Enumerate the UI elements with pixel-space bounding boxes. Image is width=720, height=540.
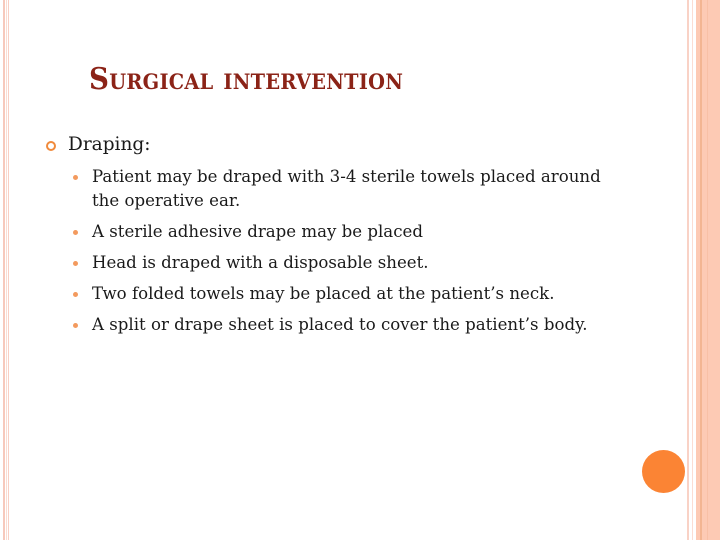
sub-bullet-text: Two folded towels may be placed at the patient’s neck. [92,284,555,303]
left-border-stripe [3,0,5,540]
sub-bullet-item [72,282,612,306]
decorative-orange-circle-icon [642,450,685,493]
bullet-level1 [46,134,150,155]
sub-bullet-item [72,313,612,337]
hollow-circle-bullet-icon [46,141,56,151]
bullet-level1-text: Draping: [68,134,151,155]
sub-bullet-text: A sterile adhesive drape may be placed [92,222,423,241]
right-border-stripe [707,0,708,540]
dot-bullet-icon [73,261,78,266]
dot-bullet-icon [73,175,78,180]
right-border-stripe [687,0,689,540]
sub-bullet-text: A split or drape sheet is placed to cover the patient’s body. [92,315,588,334]
right-border-stripe [700,0,702,540]
sub-bullet-list [72,165,612,344]
sub-bullet-text: Patient may be draped with 3-4 sterile towels placed around the operative ear. [92,167,601,210]
left-border-stripe [6,0,7,540]
dot-bullet-icon [73,230,78,235]
slide-title: Surgical intervention [89,62,404,97]
sub-bullet-item [72,165,612,213]
sub-bullet-item [72,251,612,275]
sub-bullet-text: Head is draped with a disposable sheet. [92,253,429,272]
dot-bullet-icon [73,323,78,328]
right-border-stripe [692,0,693,540]
left-border-stripe [8,0,9,540]
sub-bullet-item [72,220,612,244]
dot-bullet-icon [73,292,78,297]
